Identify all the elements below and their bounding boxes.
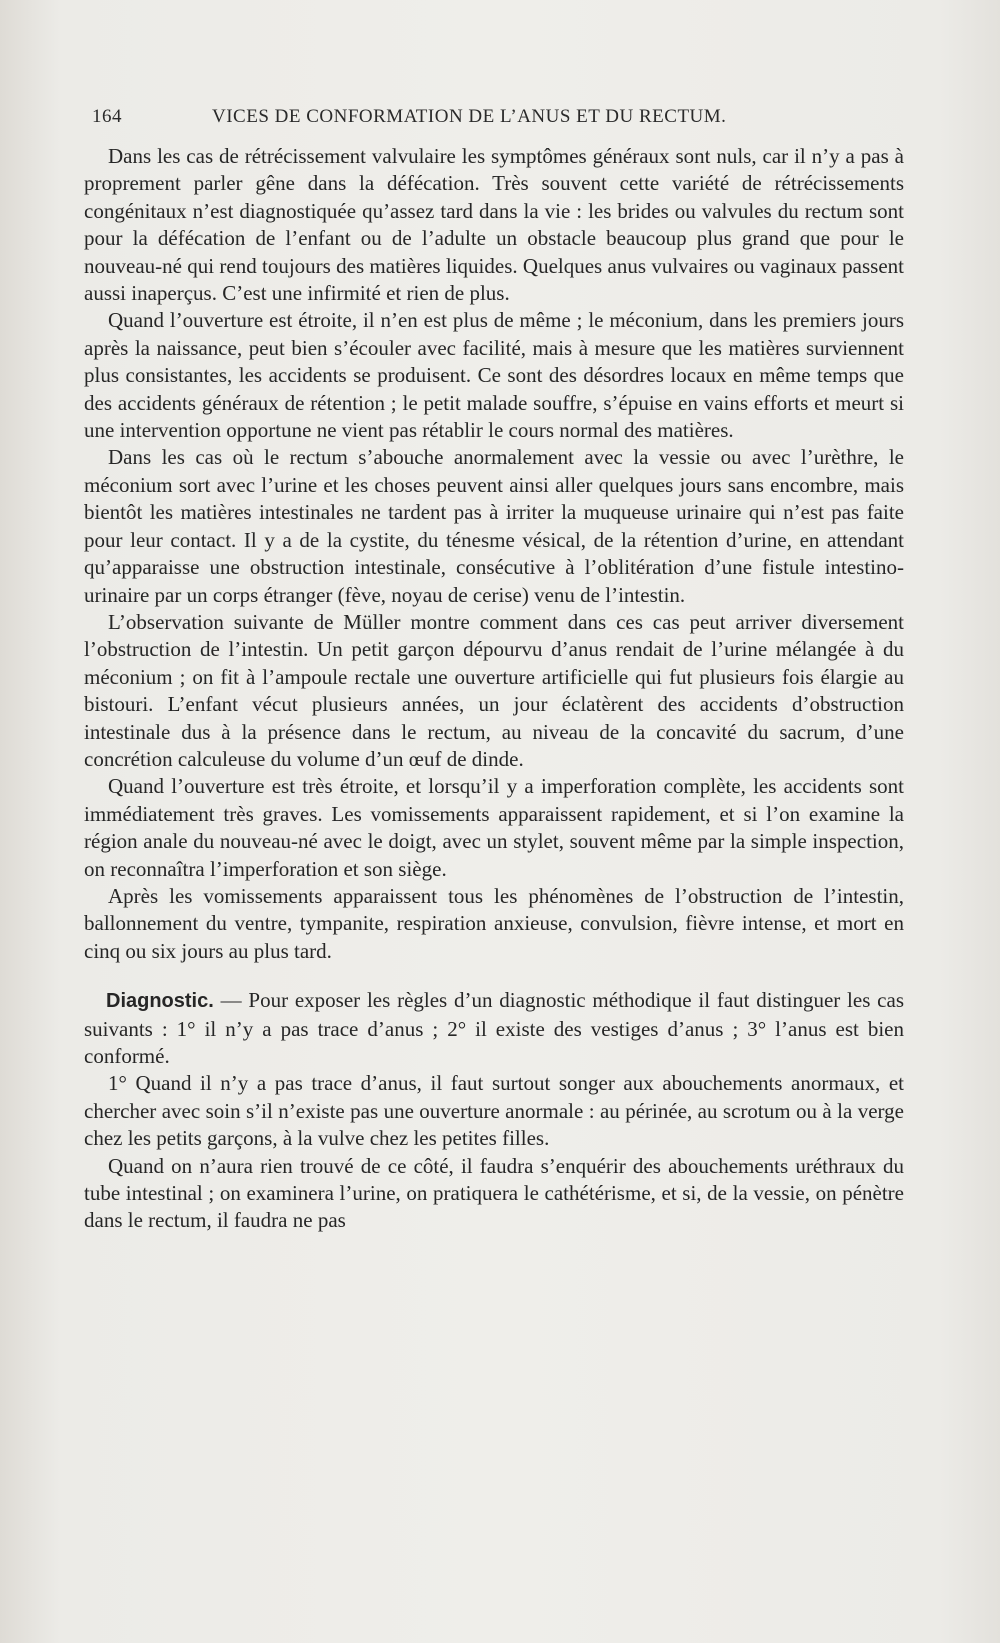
paragraph: Dans les cas de rétrécissement valvulaire les symptômes généraux sont nuls, car il n’y a pas à proprement parler gêne dans la défécation. Très souvent cette variété de rétrécissements congénitaux n’est diagnostiquée qu’assez tard dans la vie : les brides ou valvules du rectum sont pour la défécation de l’enfant ou de l’adulte un obstacle beaucoup plus grand que pour le nouveau-né qui rend toujours des matières liquides. Quelques anus vulvaires ou vaginaux passent aussi inaperçus. C’est une infirmité et rien de plus. <box>84 144 904 306</box>
page-number: 164 <box>92 106 122 127</box>
body-text <box>84 143 904 1235</box>
paragraph: Quand l’ouverture est très étroite, et lorsqu’il y a imperforation complète, les accidents sont immédiatement très graves. Les vomissements apparaissent rapidement, et si l’on examine la région anale du nouveau-né avec le doigt, avec un stylet, souvent même par la simple inspection, on reconnaîtra l’imperforation et son siège. <box>84 774 904 881</box>
diagnostic-paragraph <box>84 987 904 1070</box>
paragraph: Après les vomissements apparaissent tous les phénomènes de l’obstruction de l’intestin, ballonnement du ventre, tympanite, respiration anxieuse, convulsion, fièvre intense, et mort en cinq ou six jours au plus tard. <box>84 883 904 963</box>
paragraph: Quand l’ouverture est étroite, il n’en est plus de même ; le méconium, dans les premiers jours après la naissance, peut bien s’écouler avec facilité, mais à mesure que les matières surviennent plus consistantes, les accidents se produisent. Ce sont des désordres locaux en même temps que des accidents généraux de rétention ; le petit malade souffre, s’épuise en vains efforts et meurt si une intervention opportune ne vient pas rétablir le cours normal des matières. <box>84 308 904 443</box>
diagnostic-text: — Pour exposer les règles d’un diagnostic méthodique il faut distinguer les cas suivants : 1° il n’y a pas trace d’anus ; 2° il existe des vestiges d’anus ; 3° l’anus est bien conformé. <box>84 988 904 1068</box>
paragraph: Dans les cas où le rectum s’abouche anormalement avec la vessie ou avec l’urèthre, le méconium sort avec l’urine et les choses peuvent ainsi aller quelques jours sans encombre, mais bientôt les matières intestinales ne tardent pas à irriter la muqueuse urinaire qui n’est pas faite pour leur contact. Il y a de la cystite, du ténesme vésical, de la rétention d’urine, en attendant qu’apparaisse une obstruction intestinale, consécutive à l’oblitération d’une fistule intestino-urinaire par un corps étranger (fève, noyau de cerise) venu de l’intestin. <box>84 445 904 607</box>
section-heading: Diagnostic. <box>106 990 214 1013</box>
paragraph: L’observation suivante de Müller montre comment dans ces cas peut arriver diversement l’obstruction de l’intestin. Un petit garçon dépourvu d’anus rendait de l’urine mélangée à du méconium ; on fit à l’ampoule rectale une ouverture artificielle qui fut plusieurs fois élargie au bistouri. L’enfant vécut plusieurs années, un jour éclatèrent des accidents d’obstruction intestinale dus à la présence dans le rectum, au niveau de la concavité du sacrum, d’une concrétion calculeuse du volume d’un œuf de dinde. <box>84 609 904 771</box>
paragraph: Quand on n’aura rien trouvé de ce côté, il faudra s’enquérir des abouchements uréthraux du tube intestinal ; on examinera l’urine, on pratiquera le cathétérisme, et si, de la vessie, on pénètre dans le rectum, il faudra ne pas <box>84 1153 904 1233</box>
running-title: VICES DE CONFORMATION DE L’ANUS ET DU RECTUM. <box>212 106 727 127</box>
paragraph: 1° Quand il n’y a pas trace d’anus, il faut surtout songer aux abouchements anormaux, et chercher avec soin s’il n’existe pas une ouverture anormale : au périnée, au scrotum ou à la verge chez les petits garçons, à la vulve chez les petites filles. <box>84 1071 904 1151</box>
